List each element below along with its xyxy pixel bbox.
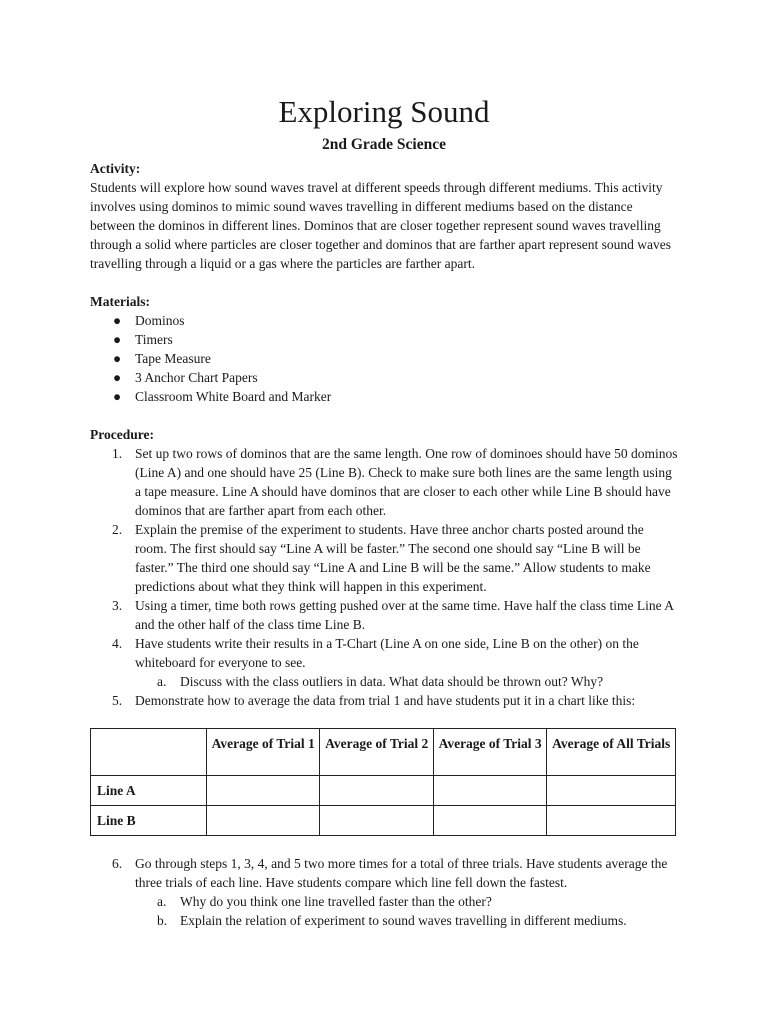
bullet-icon: ● [113,389,122,404]
procedure-step [90,444,678,520]
procedure-steps [90,854,678,892]
bullet-icon: ● [113,313,122,328]
table-header-cell: Average of All Trials [547,729,676,776]
procedure-step [90,596,678,634]
list-item [90,368,678,387]
table-header-cell: Average of Trial 3 [433,729,546,776]
list-item [90,349,678,368]
step-number: 4. [112,636,123,651]
table-cell [547,776,676,806]
step-number: 1. [112,446,123,461]
step-text: Go through steps 1, 3, 4, and 5 two more times for a total of three trials. Have students average the three trials of each line. Have students compare which line fell down the fastest. [135,856,668,890]
substep-text: Explain the relation of experiment to sound waves travelling in different mediums. [180,913,627,928]
bullet-icon: ● [113,351,122,366]
materials-heading: Materials: [90,294,150,309]
step-number: 5. [112,693,123,708]
list-item [90,311,678,330]
table-cell [433,806,546,836]
step-number: 2. [112,522,123,537]
procedure-step [90,691,678,710]
table-row [91,776,676,806]
procedure-step [90,634,678,672]
step-text: Using a timer, time both rows getting pushed over at the same time. Have half the class time Line A and the other half of the class time Line B. [135,598,674,632]
material-label: Classroom White Board and Marker [135,389,332,404]
activity-heading: Activity: [90,161,141,176]
step-text: Demonstrate how to average the data from trial 1 and have students put it in a chart like this: [135,693,636,708]
table-cell [320,776,433,806]
material-label: Timers [135,332,173,347]
row-label: Line B [91,806,207,836]
list-item [90,330,678,349]
substep-letter: a. [157,894,167,909]
bullet-icon: ● [113,332,122,347]
step-text: Set up two rows of dominos that are the same length. One row of dominoes should have 50 dominos (Line A) and one should have 25 (Line B). Check to make sure both lines are the same length using a tape measure. Line A should have dominos that are closer to each other while Line B should have dominos that are farther apart from each other. [135,446,678,518]
materials-list [90,311,678,406]
substep-text: Why do you think one line travelled faster than the other? [180,894,492,909]
procedure-steps [90,691,678,710]
document-title: Exploring Sound [278,94,490,129]
material-label: Tape Measure [135,351,211,366]
procedure-heading: Procedure: [90,427,154,442]
spacer [90,406,678,425]
procedure-substep [90,672,678,691]
substep-letter: b. [157,913,168,928]
step-number: 6. [112,856,123,871]
spacer [90,273,678,292]
table-cell [547,806,676,836]
table-header-cell: Average of Trial 2 [320,729,433,776]
row-label: Line A [91,776,207,806]
activity-text: Students will explore how sound waves travel at different speeds through different mediums. This activity involves using dominos to mimic sound waves travelling in different mediums based on the distance between the dominos in different lines. Dominos that are closer together represent sound waves travelling through a solid where particles are closer together and dominos that are farther apart represent sound waves travelling through a liquid or a gas where the particles are farther apart. [90,180,672,271]
substep-text: Discuss with the class outliers in data. What data should be thrown out? Why? [180,674,604,689]
procedure-step [90,854,678,892]
procedure-step [90,520,678,596]
table-row [91,806,676,836]
table-cell [207,806,320,836]
table-header-cell [91,729,207,776]
document-subtitle: 2nd Grade Science [322,136,446,153]
step-text: Have students write their results in a T-Chart (Line A on one side, Line B on the other) on the whiteboard for everyone to see. [135,636,639,670]
table-cell [320,806,433,836]
procedure-steps [90,444,678,672]
substep-letter: a. [157,674,167,689]
table-header-cell: Average of Trial 1 [207,729,320,776]
procedure-substep [90,892,678,911]
table-cell [433,776,546,806]
table-cell [207,776,320,806]
procedure-substep [90,911,678,930]
table-header-row [91,729,676,776]
material-label: Dominos [135,313,185,328]
material-label: 3 Anchor Chart Papers [135,370,258,385]
step-number: 3. [112,598,123,613]
list-item [90,387,678,406]
step-text: Explain the premise of the experiment to students. Have three anchor charts posted around the room. The first should say “Line A will be faster.” The second one should say “Line B will be faster.” The third one should say “Line A and Line B will be the same.” Allow students to make predictions about what they think will happen in this experiment. [135,522,651,594]
averages-table [90,728,676,836]
bullet-icon: ● [113,370,122,385]
